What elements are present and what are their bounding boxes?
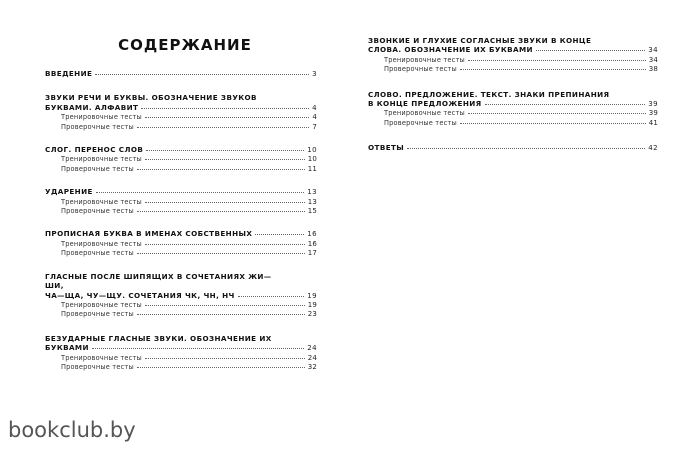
toc-section-label-line: ЗВОНКИЕ И ГЛУХИЕ СОГЛАСНЫЕ ЗВУКИ В КОНЦЕ xyxy=(368,36,592,45)
toc-section-label: УДАРЕНИЕ xyxy=(45,187,93,197)
dot-leader xyxy=(137,211,305,212)
dot-leader xyxy=(145,159,305,160)
toc-subsection[interactable] xyxy=(45,354,317,363)
toc-subsection[interactable] xyxy=(45,240,317,249)
toc-page-number: 41 xyxy=(648,118,658,127)
toc-subsection-label: Тренировочные тесты xyxy=(384,109,465,118)
toc-section-label: ВВЕДЕНИЕ xyxy=(45,69,93,78)
toc-section xyxy=(45,187,317,216)
toc-subsection-label: Тренировочные тесты xyxy=(61,353,142,362)
dot-leader xyxy=(141,108,309,109)
toc-section xyxy=(45,93,317,132)
toc-section-label: ПРОПИСНАЯ БУКВА В ИМЕНАХ СОБСТВЕННЫХ xyxy=(45,229,253,239)
dot-leader xyxy=(460,123,646,124)
toc-subsection[interactable] xyxy=(45,123,317,132)
dot-leader xyxy=(145,117,309,118)
toc-section xyxy=(45,69,317,79)
toc-page-number: 13 xyxy=(307,197,317,206)
toc-section-title[interactable] xyxy=(368,143,658,153)
toc-section-label-line: БУКВАМИ xyxy=(45,343,89,353)
toc-page-number: 23 xyxy=(307,310,317,319)
dot-leader xyxy=(137,253,305,254)
toc-subsection-label: Тренировочные тесты xyxy=(61,300,142,309)
dot-leader xyxy=(95,74,309,75)
dot-leader xyxy=(238,296,305,297)
toc-page-number: 13 xyxy=(307,188,317,197)
dot-leader xyxy=(137,169,305,170)
toc-section-label: ОТВЕТЫ xyxy=(368,143,405,153)
toc-subsection[interactable] xyxy=(45,207,317,216)
dot-leader xyxy=(96,192,304,193)
toc-subsection[interactable] xyxy=(368,65,658,74)
toc-subsection-label: Тренировочные тесты xyxy=(384,55,465,64)
toc-section-label-line: В КОНЦЕ ПРЕДЛОЖЕНИЯ xyxy=(368,99,482,109)
toc-subsection[interactable] xyxy=(45,249,317,258)
toc-section xyxy=(45,229,317,258)
toc-subsection[interactable] xyxy=(45,198,317,207)
dot-leader xyxy=(145,358,305,359)
toc-section-title[interactable] xyxy=(45,145,317,155)
toc-section-label-line: СЛОВА. ОБОЗНАЧЕНИЕ ИХ БУКВАМИ xyxy=(368,45,533,55)
toc-page-number: 32 xyxy=(307,362,317,371)
toc-page-number: 19 xyxy=(307,300,317,309)
toc-page-number: 19 xyxy=(307,291,317,300)
dot-leader xyxy=(485,104,646,105)
page-title: СОДЕРЖАНИЕ xyxy=(118,36,252,54)
toc-section-title[interactable] xyxy=(45,69,317,79)
toc-subsection-label: Проверочные тесты xyxy=(61,164,134,173)
toc-section-title[interactable] xyxy=(45,187,317,197)
toc-section-title[interactable] xyxy=(45,334,317,354)
toc-page-number: 3 xyxy=(312,70,317,78)
toc-page-number: 24 xyxy=(307,353,317,362)
toc-left-column xyxy=(45,69,317,372)
toc-section-label-line: ЗВУКИ РЕЧИ И БУКВЫ. ОБОЗНАЧЕНИЕ ЗВУКОВ xyxy=(45,93,257,103)
dot-leader xyxy=(145,305,305,306)
toc-section xyxy=(45,272,317,320)
toc-right-column xyxy=(368,36,658,154)
dot-leader xyxy=(407,148,645,149)
toc-page-number: 38 xyxy=(648,65,658,74)
toc-subsection[interactable] xyxy=(45,155,317,164)
toc-page-number: 4 xyxy=(312,113,317,122)
toc-page-number: 10 xyxy=(307,155,317,164)
dot-leader xyxy=(468,113,646,114)
toc-subsection-label: Проверочные тесты xyxy=(384,118,457,127)
toc-page-number: 34 xyxy=(648,46,658,55)
dot-leader xyxy=(145,202,305,203)
toc-section-label-line: ГЛАСНЫЕ ПОСЛЕ ШИПЯЩИХ В СОЧЕТАНИЯХ ЖИ—ШИ, xyxy=(45,271,272,291)
toc-subsection-label: Проверочные тесты xyxy=(61,207,134,216)
toc-subsection-label: Проверочные тесты xyxy=(61,310,134,319)
toc-section-label-line: БЕЗУДАРНЫЕ ГЛАСНЫЕ ЗВУКИ. ОБОЗНАЧЕНИЕ ИХ xyxy=(45,333,272,343)
toc-page-number: 11 xyxy=(307,164,317,173)
toc-section-title[interactable] xyxy=(45,93,317,113)
toc-section-label: СЛОГ. ПЕРЕНОС СЛОВ xyxy=(45,145,144,155)
toc-page-number: 42 xyxy=(648,144,658,153)
toc-section-title[interactable] xyxy=(45,229,317,239)
toc-section xyxy=(368,36,658,75)
dot-leader xyxy=(145,244,305,245)
toc-subsection-label: Тренировочные тесты xyxy=(61,197,142,206)
toc-subsection[interactable] xyxy=(368,119,658,128)
toc-section xyxy=(368,90,658,129)
dot-leader xyxy=(92,348,304,349)
toc-subsection-label: Тренировочные тесты xyxy=(61,239,142,248)
toc-subsection-label: Проверочные тесты xyxy=(384,65,457,74)
toc-section-title[interactable] xyxy=(368,90,658,110)
dot-leader xyxy=(255,234,304,235)
toc-subsection-label: Тренировочные тесты xyxy=(61,113,142,122)
toc-subsection[interactable] xyxy=(45,363,317,372)
dot-leader xyxy=(468,60,646,61)
toc-subsection[interactable] xyxy=(45,113,317,122)
toc-page-number: 4 xyxy=(312,103,317,112)
toc-section-title[interactable] xyxy=(368,36,658,56)
dot-leader xyxy=(460,69,646,70)
toc-page-number: 15 xyxy=(307,207,317,216)
dot-leader xyxy=(146,150,304,151)
toc-page-number: 10 xyxy=(307,146,317,155)
toc-subsection[interactable] xyxy=(368,56,658,65)
toc-page-number: 39 xyxy=(648,100,658,109)
toc-page-number: 39 xyxy=(648,109,658,118)
toc-subsection[interactable] xyxy=(45,301,317,310)
toc-subsection-label: Тренировочные тесты xyxy=(61,155,142,164)
toc-section xyxy=(45,334,317,373)
toc-section-title[interactable] xyxy=(45,272,317,301)
toc-page-number: 7 xyxy=(312,122,317,131)
toc-section xyxy=(368,143,658,153)
toc-page-number: 16 xyxy=(307,239,317,248)
toc-section-label-line: ЧА—ЩА, ЧУ—ЩУ. СОЧЕТАНИЯ ЧК, ЧН, НЧ xyxy=(45,290,235,300)
dot-leader xyxy=(137,314,305,315)
watermark: bookclub.by xyxy=(8,418,136,442)
toc-section-label-line: БУКВАМИ. АЛФАВИТ xyxy=(45,102,139,112)
dot-leader xyxy=(536,50,645,51)
toc-subsection[interactable] xyxy=(45,310,317,319)
toc-subsection[interactable] xyxy=(45,165,317,174)
toc-page-number: 34 xyxy=(648,55,658,64)
toc-subsection-label: Проверочные тесты xyxy=(61,122,134,131)
toc-subsection-label: Проверочные тесты xyxy=(61,362,134,371)
toc-subsection[interactable] xyxy=(368,109,658,118)
dot-leader xyxy=(137,127,309,128)
toc-page-number: 24 xyxy=(307,344,317,353)
toc-section xyxy=(45,145,317,174)
toc-page-number: 16 xyxy=(307,230,317,239)
dot-leader xyxy=(137,367,305,368)
toc-section-label-line: СЛОВО. ПРЕДЛОЖЕНИЕ. ТЕКСТ. ЗНАКИ ПРЕПИНАНИЯ xyxy=(368,89,610,99)
toc-page-number: 17 xyxy=(307,249,317,258)
toc-subsection-label: Проверочные тесты xyxy=(61,249,134,258)
